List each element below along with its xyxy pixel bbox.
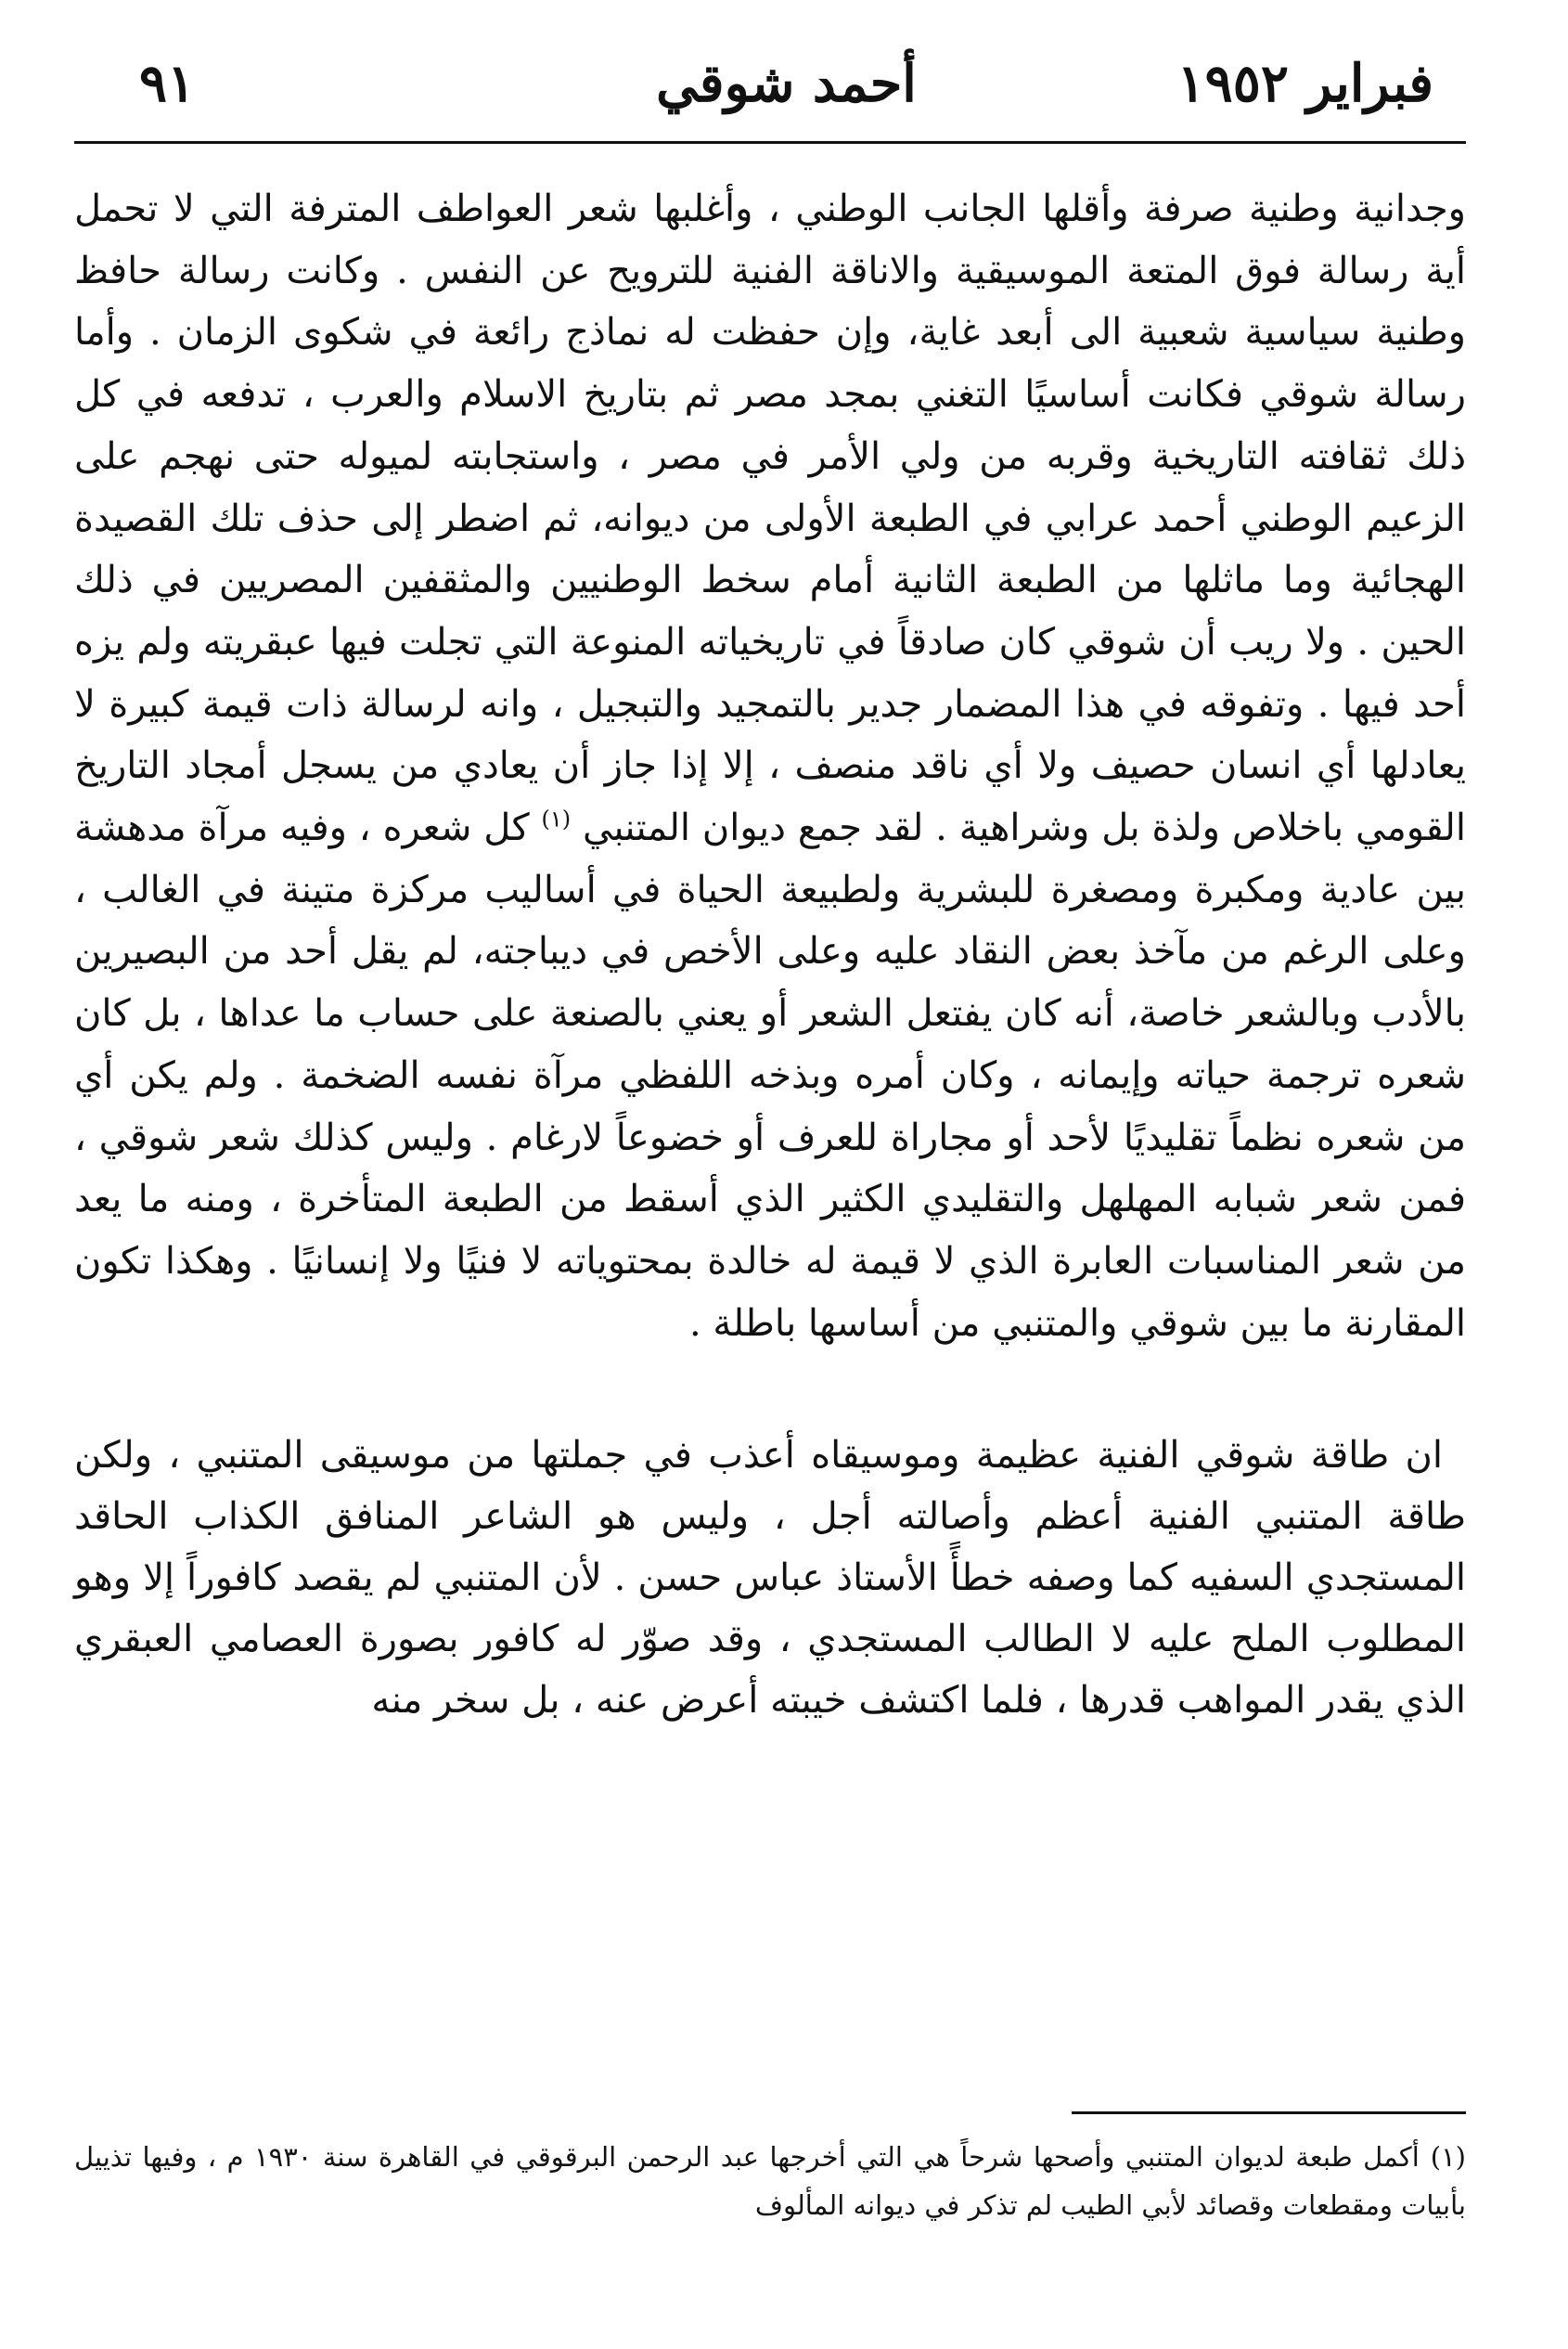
footnote-reference: (١) — [541, 806, 572, 832]
paragraph-1-part-1: وجدانية وطنية صرفة وأقلها الجانب الوطني ، وأغلبها شعر العواطف المترفة التي لا تحمل أية رسالة فوق المتعة الموسيقية والاناقة الفنية للترويح عن النفس . وكانت رسالة حافظ وطنية سياسية شعبية الى أبعد غاية، وإن حفظت له نماذج رائعة في شكوى الزمان . وأما رسالة شوقي فكانت أساسيًا التغني بمجد مصر ثم بتاريخ الاسلام والعرب ، تدفعه في كل ذلك ثقافته التاريخية وقربه من ولي الأمر في مصر ، واستجابته لميوله حتى نهجم على الزعيم الوطني أحمد عرابي في الطبعة الأولى من ديوانه، ثم اضطر إلى حذف تلك القصيدة الهجائية وما ماثلها من الطبعة الثانية أمام سخط الوطنيين والمثقفين المصريين في ذلك الحين . ولا ريب أن شوقي كان صادقاً في تاريخياته المنوعة التي تجلت فيها عبقريته ولم يزه أحد فيها . وتفوقه في هذا المضمار جدير بالتمجيد والتبجيل ، وانه لرسالة ذات قيمة كبيرة لا يعادلها أي انسان حصيف ولا أي ناقد منصف ، إلا إذا جاز أن يعادي من يسجل أمجاد التاريخ القومي باخلاص ولذة بل وشراهية . لقد جمع ديوان المتنبي — [74, 187, 1466, 850]
page-number: ٩١ — [139, 53, 196, 114]
footnote — [74, 2133, 1466, 2229]
footnote-rule — [1072, 2111, 1466, 2114]
paragraph-2: ان طاقة شوقي الفنية عظيمة وموسيقاه أعذب في جملتها من موسيقى المتنبي ، ولكن طاقة المتنبي الفنية أعظم وأصالته أجل ، وليس هو الشاعر المنافق الكذاب الحاقد المستجدي السفيه كما وصفه خطأً الأستاذ عباس حسن . لأن المتنبي لم يقصد كافوراً إلا وهو المطلوب الملح عليه لا الطالب المستجدي ، وقد صوّر له كافور بصورة العصامي العبقري الذي يقدر المواهب قدرها ، فلما اكتشف خيبته أعرض عنه ، بل سخر منه — [74, 1434, 1466, 1723]
paragraph-1 — [74, 178, 1466, 1354]
body-text — [74, 178, 1466, 1731]
page-header — [139, 37, 1433, 130]
header-title: أحمد شوقي — [656, 53, 917, 114]
footnote-text: أكمل طبعة لديوان المتنبي وأصحها شرحاً هي التي أخرجها عبد الرحمن البرقوقي في القاهرة سنة ١٩٣٠ م ، وفيها تذييل بأبيات ومقطعات وقصائد لأبي الطيب لم تذكر في ديوانه المألوف — [74, 2141, 1466, 2221]
footnote-marker: (١) — [1430, 2141, 1466, 2173]
paragraph-1-part-2: كل شعره ، وفيه مرآة مدهشة بين عادية ومكبرة ومصغرة للبشرية ولطبيعة الحياة في أساليب مركزة متينة في الغالب ، وعلى الرغم من مآخذ بعض النقاد عليه وعلى الأخص في ديباجته، لم يقل أحد من البصيرين بالأدب وبالشعر خاصة، أنه كان يفتعل الشعر أو يعني بالصنعة على حساب ما عداها ، بل كان شعره ترجمة حياته وإيمانه ، وكان أمره وبذخه اللفظي مرآة نفسه الضخمة . ولم يكن أي من شعره نظماً تقليديًا لأحد أو مجاراة للعرف أو خضوعاً لارغام . وليس كذلك شعر شوقي ، فمن شعر شبابه المهلهل والتقليدي الكثير الذي أسقط من الطبعة المتأخرة ، ومنه ما يعد من شعر المناسبات العابرة الذي لا قيمة له خالدة بمحتوياته لا فنيًا ولا إنسانيًا . وهكذا تكون المقارنة ما بين شوقي والمتنبي من أساسها باطلة . — [74, 807, 1467, 1345]
header-date: فبراير ١٩٥٢ — [1176, 53, 1433, 114]
header-rule — [74, 141, 1466, 144]
